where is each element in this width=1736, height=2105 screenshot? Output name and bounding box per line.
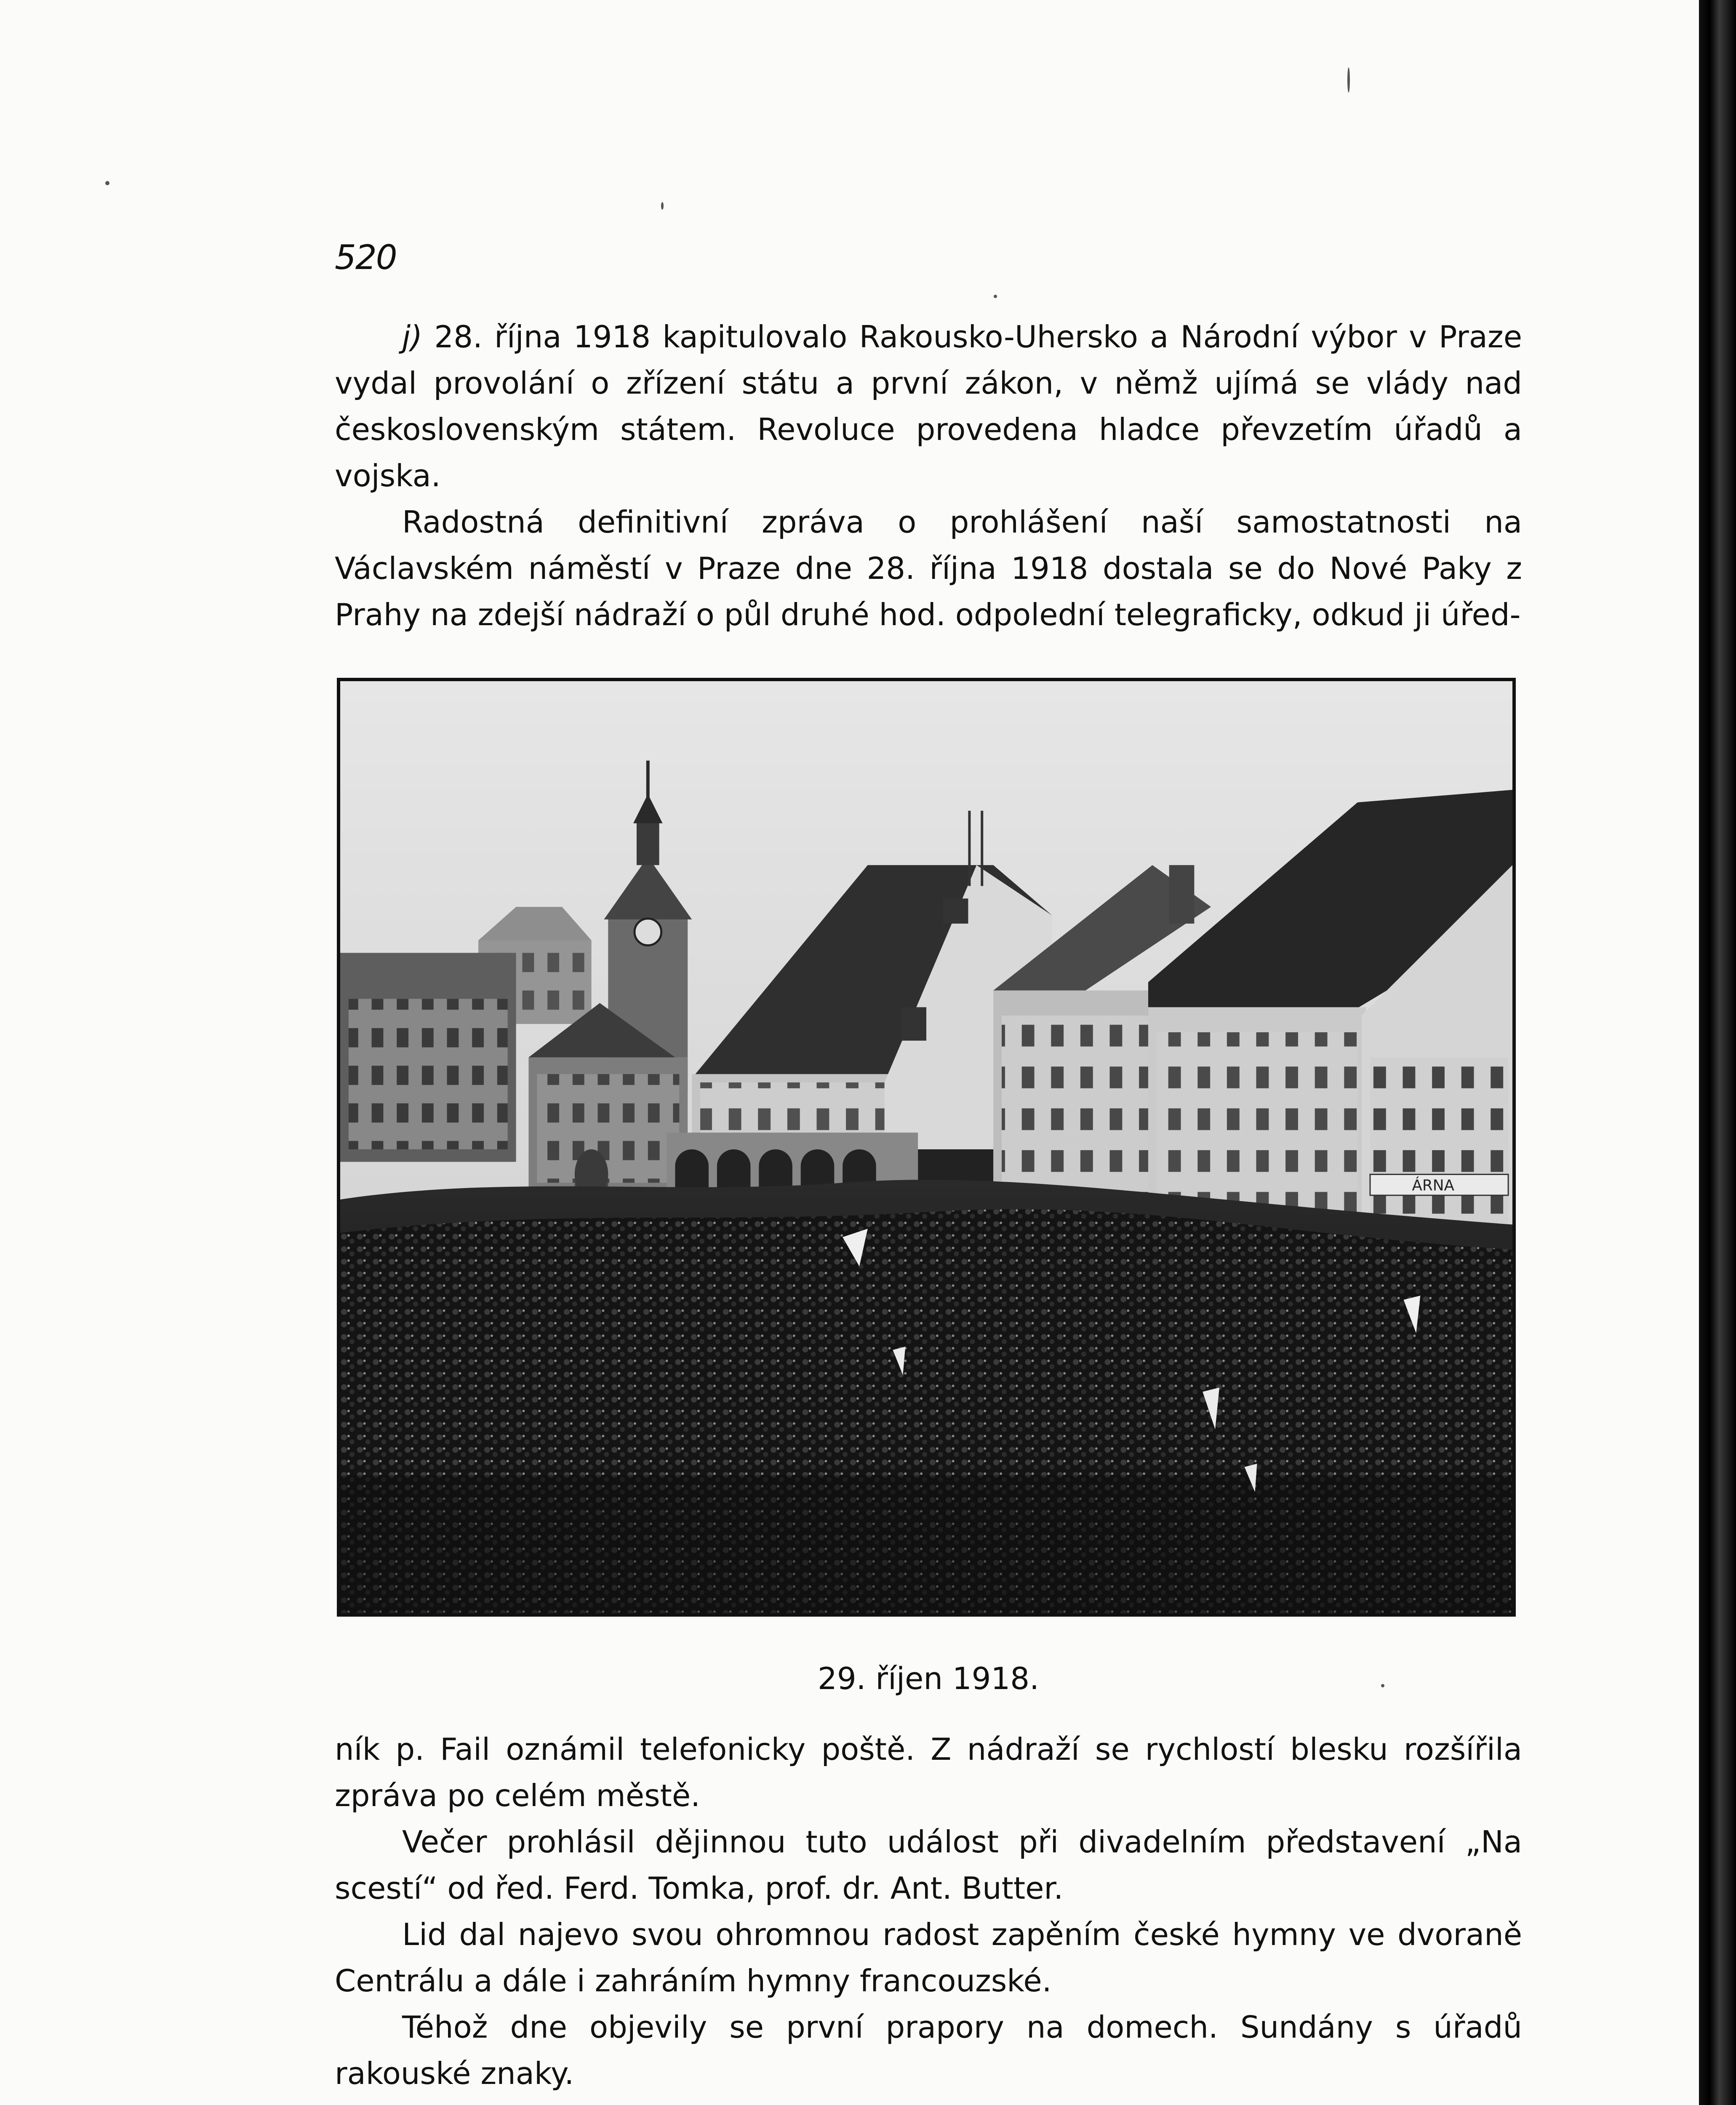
text-block-top	[335, 314, 1522, 638]
paragraph-3: ník p. Fail oznámil telefonicky poště. Z nádraží se rychlostí blesku rozšířila zpráva po celém městě.	[335, 1732, 1522, 1813]
paragraph-6: Téhož dne objevily se první prapory na domech. Sundány s úřadů rakouské znaky.	[335, 2009, 1522, 2091]
historical-photograph	[337, 678, 1516, 1617]
paragraph-5: Lid dal najevo svou ohromnou radost zapěním české hymny ve dvoraně Centrálu a dále i zahráním hymny francouzské.	[335, 1917, 1522, 1998]
scan-right-edge	[1699, 0, 1736, 2105]
scan-speck	[994, 295, 997, 298]
town-square-crowd-photo-icon	[340, 681, 1512, 1613]
paragraph-4: Večer prohlásil dějinnou tuto událost při divadelním představení „Na scestí“ od řed. Ferd. Tomka, prof. dr. Ant. Butter.	[335, 1824, 1522, 1906]
scan-speck	[1381, 1684, 1384, 1687]
page-number: 520	[335, 238, 397, 277]
scan-speck	[661, 202, 664, 210]
paragraph-lead-label: j)	[402, 319, 423, 354]
scan-speck	[1347, 67, 1350, 93]
paragraph-1-text: 28. října 1918 kapitulovalo Rakousko-Uhersko a Národní výbor v Praze vydal provolání o zřízení státu a první zákon, v němž ujímá se vlády nad československým státem. Revoluce provedena hladce převzetím úřadů a vojska.	[335, 319, 1522, 493]
shop-sign-text: ÁRNA	[1412, 1177, 1454, 1194]
paragraph-1	[335, 314, 1522, 499]
paragraph-2: Radostná definitivní zpráva o prohlášení naší samostatnosti na Václavském náměstí v Praze dne 28. října 1918 dostala se do Nové Paky z Prahy na zdejší nádraží o půl druhé hod. odpolední telegraficky, odkud ji úřed-	[335, 504, 1522, 632]
scan-speck	[105, 181, 109, 185]
photo-caption: 29. říjen 1918.	[818, 1661, 1039, 1696]
text-block-bottom	[335, 1726, 1522, 2097]
